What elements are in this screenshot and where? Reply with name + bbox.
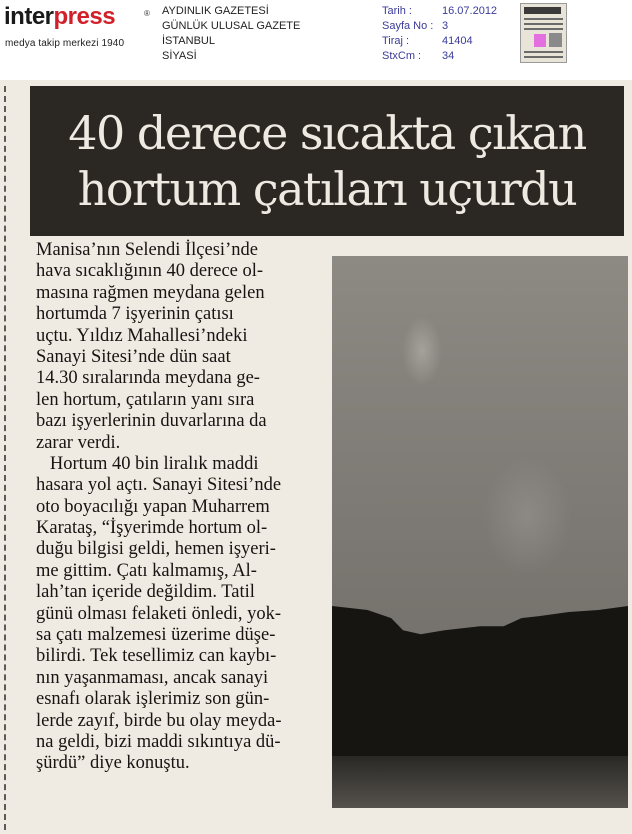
publication-city: İSTANBUL: [162, 35, 215, 47]
thumb-image: [549, 33, 562, 47]
body-line: hortumda 7 işyerinin çatısı: [36, 304, 234, 325]
body-line: şürdü” diye konuştu.: [36, 753, 190, 774]
cut-line: [4, 86, 6, 830]
logo-word-inter: inter: [4, 3, 54, 30]
body-line: bazı işyerlerinin duvarlarına da: [36, 411, 267, 432]
headline-line-1: 40 derece sıcakta çıkan: [68, 106, 586, 160]
body-line: duğu bilgisi geldi, hemen işyeri-: [36, 539, 276, 560]
thumb-line: [524, 56, 563, 58]
body-line: nın yaşanmaması, ancak sanayi: [36, 667, 269, 688]
article-headline: [30, 86, 624, 236]
body-line: masına rağmen meydana gelen: [36, 282, 265, 303]
meta-label: Tarih :: [382, 5, 412, 17]
meta-row-circulation: [382, 34, 512, 49]
body-line: len hortum, çatıların yanı sıra: [36, 389, 255, 410]
body-line: Hortum 40 bin liralık maddi: [36, 453, 259, 474]
meta-row-stxcm: [382, 49, 512, 64]
publication-category: SİYASİ: [162, 50, 197, 62]
body-line: hasara yol açtı. Sanayi Sitesi’nde: [36, 475, 282, 496]
body-line: Manisa’nın Selendi İlçesi’nde: [36, 240, 258, 260]
meta-label: StxCm :: [382, 50, 422, 62]
thumb-article-highlight: [534, 34, 546, 47]
body-line: günü olması felaketi önledi, yok-: [36, 603, 282, 624]
body-line: oto boyacılığı yapan Muharrem: [36, 496, 270, 517]
registered-mark: ®: [144, 9, 150, 18]
body-line: na geldi, bizi maddi sıkıntıya dü-: [36, 731, 281, 752]
publication-type: GÜNLÜK ULUSAL GAZETE: [162, 20, 301, 32]
meta-value: 34: [442, 50, 455, 62]
body-line: 14.30 sıralarında meydana ge-: [36, 368, 260, 389]
sky-highlight: [402, 316, 442, 386]
body-line: zarar verdi.: [36, 432, 121, 453]
body-line: esnafı olarak işlerimiz son gün-: [36, 689, 270, 710]
meta-value: 41404: [442, 35, 473, 47]
body-line: me gittim. Çatı kalmamış, Al-: [36, 560, 257, 581]
body-line: uçtu. Yıldız Mahallesi’ndeki: [36, 325, 248, 346]
body-line: hava sıcaklığının 40 derece ol-: [36, 261, 264, 282]
logo-tagline: medya takip merkezi 1940: [5, 38, 125, 49]
interpress-logo: [4, 4, 150, 50]
logo-wordmark: [4, 4, 115, 30]
thumb-line: [524, 28, 563, 30]
body-line: bilirdi. Tek tesellimiz can kaybı-: [36, 646, 277, 667]
body-line: Sanayi Sitesi’nde dün saat: [36, 346, 231, 367]
publication-info: [162, 4, 300, 64]
body-line: lah’tan içeride değildim. Tatil: [36, 582, 255, 603]
page-thumbnail[interactable]: [520, 3, 567, 63]
meta-value: 3: [442, 20, 449, 32]
body-line: Karataş, “İşyerimde hortum ol-: [36, 518, 268, 539]
ground-area: [332, 756, 628, 808]
thumb-line: [524, 23, 563, 25]
meta-label: Sayfa No :: [382, 20, 434, 32]
thumb-masthead: [524, 7, 561, 14]
body-line: sa çatı malzemesi üzerime düşe-: [36, 625, 276, 646]
headline-line-2: hortum çatıları uçurdu: [77, 162, 577, 216]
clipping-metadata: [382, 4, 512, 64]
thumb-line: [524, 51, 563, 53]
meta-row-page: [382, 19, 512, 34]
meta-row-date: [382, 4, 512, 19]
publication-name: AYDINLIK GAZETESİ: [162, 5, 269, 17]
thumb-line: [524, 18, 563, 20]
sky-highlight: [482, 456, 572, 576]
tornado-photo: [332, 256, 628, 808]
meta-label: Tiraj :: [382, 35, 410, 47]
article-body: [36, 240, 326, 775]
meta-value: 16.07.2012: [442, 5, 498, 17]
logo-word-press: press: [53, 3, 116, 30]
body-line: lerde zayıf, birde bu olay meyda-: [36, 710, 282, 731]
